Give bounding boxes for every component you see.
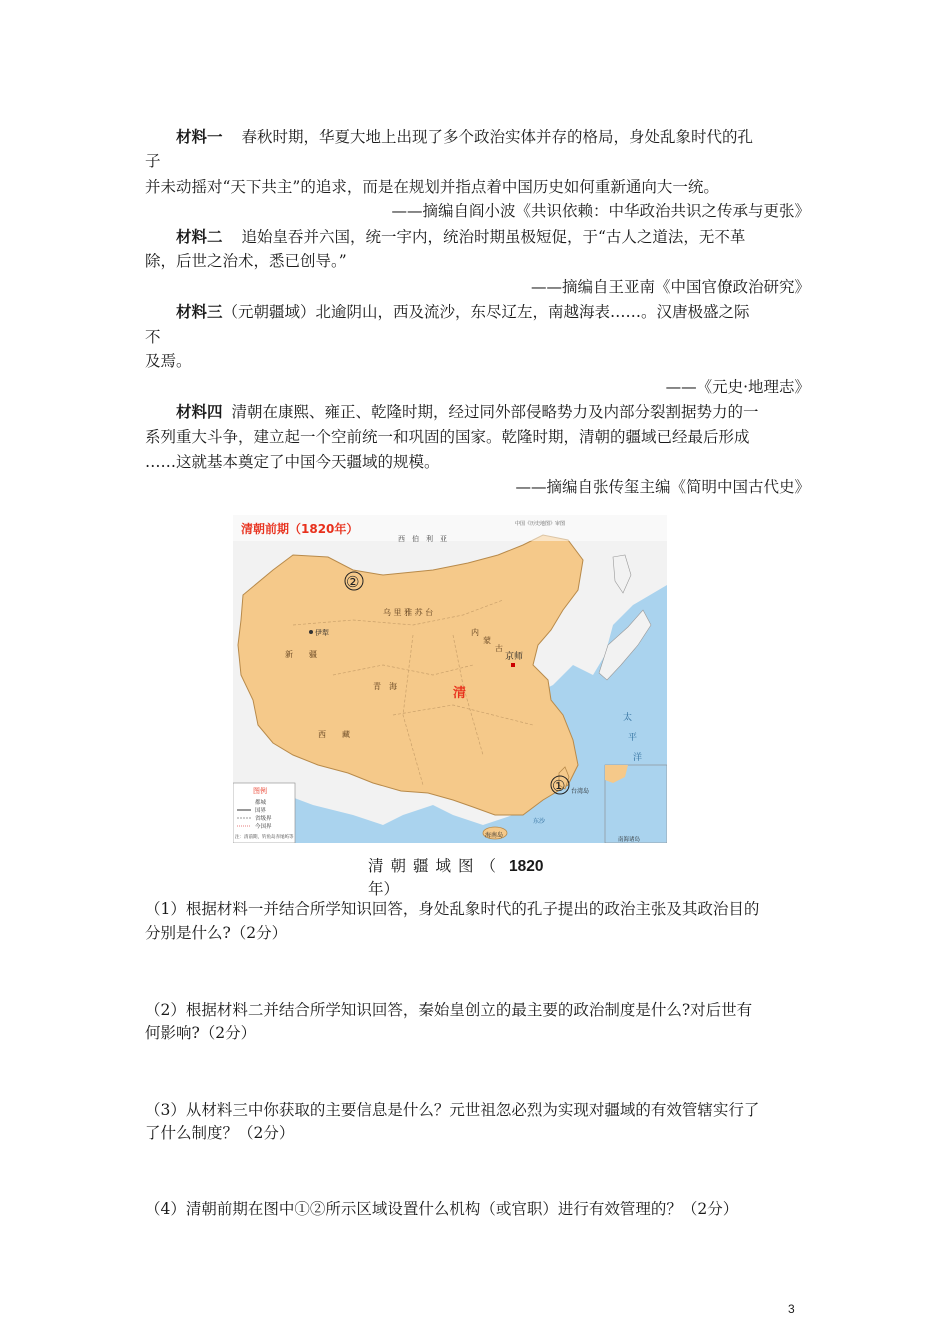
map-marker-2-label: ② xyxy=(346,573,360,591)
question-3-line-1: （3）从材料三中你获取的主要信息是什么？元世祖忽必烈为实现对疆域的有效管辖实行了 xyxy=(145,1101,760,1119)
map-label-dongsha: 东沙 xyxy=(533,818,546,825)
material-4-source: ——摘编自张传玺主编《简明中国古代史》 xyxy=(515,478,810,496)
material-3-label: 材料三 xyxy=(176,302,223,321)
map-label-region: 乌 里 雅 苏 台 xyxy=(383,608,434,617)
map-label-region: 新 疆 xyxy=(285,650,317,659)
material-3-line-2: 不 xyxy=(145,328,161,346)
question-1-line-2: 分别是什么?（2分） xyxy=(145,924,288,942)
map-label-region: 内 xyxy=(471,628,479,637)
material-3-source: ——《元史·地理志》 xyxy=(665,378,810,396)
material-4-line-2: 系列重大斗争，建立起一个空前统一和巩固的国家。乾隆时期，清朝的疆域已经最后形成 xyxy=(145,428,750,446)
map-label-region: 蒙 xyxy=(483,636,491,645)
question-3-line-2: 了什么制度？（2分） xyxy=(145,1124,295,1142)
map-label-region: 古 xyxy=(495,644,503,653)
map-label-region: 青 海 xyxy=(373,682,397,691)
map-label-ocean: 平 xyxy=(628,733,638,743)
map-note: 中国《历史地图》审图 xyxy=(515,521,566,527)
material-1-line-2: 子 xyxy=(145,152,161,170)
material-4-line-1: 材料四 清朝在康熙、雍正、乾隆时期，经过同外部侵略势力及内部分裂割据势力的一 xyxy=(176,402,759,421)
map-label-region: 西 藏 xyxy=(318,730,350,739)
map-marker-1-label: ① xyxy=(552,777,566,795)
question-1-line-1: （1）根据材料一并结合所学知识回答，身处乱象时代的孔子提出的政治主张及其政治目的 xyxy=(145,900,760,918)
material-2-label: 材料二 xyxy=(176,227,223,246)
map-label-ocean: 太 xyxy=(623,713,633,723)
map-legend-title: 图例 xyxy=(253,787,267,795)
material-4-line-3: ……这就基本奠定了中国今天疆域的规模。 xyxy=(145,453,440,471)
map-label-taiwan: 台湾岛 xyxy=(571,788,590,795)
map-caption: 清朝疆域图（ 1820 年） xyxy=(368,857,544,898)
material-1-line-1: 材料一 春秋时期，华夏大地上出现了多个政治实体并存的格局，身处乱象时代的孔 xyxy=(176,127,753,146)
question-2-line-2: 何影响?（2分） xyxy=(145,1024,257,1042)
map-title: 清朝前期（1820年） xyxy=(241,522,359,536)
map-legend-item: 都城 xyxy=(255,800,267,806)
material-2-line-2: 除，后世之治术，悉已创导。” xyxy=(145,252,347,270)
material-1-source: ——摘编自阎小波《共识依赖：中华政治共识之传承与更张》 xyxy=(391,202,810,220)
map-legend-item: 今国界 xyxy=(255,824,272,830)
map-capital-marker xyxy=(511,663,515,667)
material-2-line-1: 材料二 追始皇吞并六国，统一宇内，统治时期虽极短促，于“古人之道法，无不革 xyxy=(176,227,746,246)
map-city-yili: 伊犁 xyxy=(315,629,329,637)
qing-territory-map xyxy=(233,515,667,843)
material-3-line-1: 材料三（元朝疆域）北逾阴山，西及流沙，东尽辽左，南越海表……。汉唐极盛之际 xyxy=(176,302,750,321)
question-2-line-1: （2）根据材料二并结合所学知识回答，秦始皇创立的最主要的政治制度是什么?对后世有 xyxy=(145,1001,753,1019)
map-label-qing: 清 xyxy=(453,686,467,701)
map-legend-note: 注：清前期，钓鱼岛赤尾屿等 xyxy=(235,835,294,840)
map-city-jingshi: 京师 xyxy=(505,652,524,662)
map-legend-item: 国界 xyxy=(255,808,267,814)
map-legend-item: 省级界 xyxy=(255,816,272,822)
map-label-hainan: 海南岛 xyxy=(485,832,504,839)
material-3-line-3: 及焉。 xyxy=(145,352,192,370)
map-label-siberia: 西 伯 利 亚 xyxy=(398,535,447,543)
page-number: 3 xyxy=(788,1302,795,1316)
material-4-label: 材料四 xyxy=(176,402,223,421)
map-label-ocean: 洋 xyxy=(633,753,643,763)
question-4: （4）清朝前期在图中①②所示区域设置什么机构（或官职）进行有效管理的？（2分） xyxy=(145,1200,739,1218)
map-city-dot xyxy=(309,630,313,634)
material-1-line-3: 并未动摇对“天下共主”的追求，而是在规划并指点着中国历史如何重新通向大一统。 xyxy=(145,178,719,196)
map-inset-label: 南海诸岛 xyxy=(618,837,641,843)
material-2-source: ——摘编自王亚南《中国官僚政治研究》 xyxy=(530,278,810,296)
material-1-label: 材料一 xyxy=(176,127,223,146)
